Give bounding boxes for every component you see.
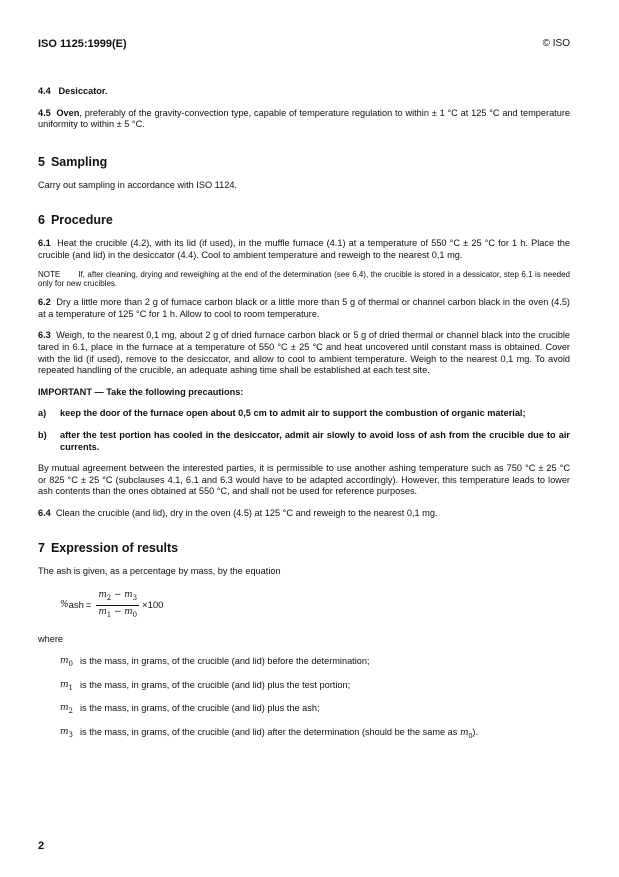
symbol-sub: 1 bbox=[106, 611, 112, 620]
symbol-m: m bbox=[98, 607, 107, 618]
variable-text: is the mass, in grams, of the crucible (and lid) plus the test portion; bbox=[80, 679, 351, 690]
equation-denominator bbox=[98, 606, 137, 621]
section-number: 6 bbox=[38, 213, 45, 228]
operator-minus: − bbox=[111, 590, 125, 601]
variable-symbol: $m_1$ bbox=[60, 679, 74, 692]
equation-lhs: ash bbox=[68, 600, 84, 612]
subclause-number: 6.4 bbox=[38, 507, 51, 518]
symbol-m: m bbox=[98, 590, 107, 601]
variable-definition bbox=[38, 727, 570, 742]
subclause-title: Desiccator. bbox=[58, 86, 108, 96]
equation-equals: = bbox=[85, 600, 92, 612]
subclause-6-2 bbox=[38, 297, 570, 320]
note-text: If, after cleaning, drying and reweighing at the end of the determination (see 6.4), the crucible is stored in a dessicator, step 6.1 is needed only for new crucibles. bbox=[38, 269, 570, 289]
section-6-heading bbox=[38, 213, 570, 228]
list-marker: b) bbox=[38, 429, 47, 440]
where-label: where bbox=[38, 633, 64, 644]
section-7-heading bbox=[38, 541, 570, 556]
list-item bbox=[38, 408, 570, 420]
header-doc-id: ISO 1125:1999(E) bbox=[38, 38, 127, 50]
variable-definition bbox=[38, 703, 570, 717]
operator-times: × bbox=[142, 600, 148, 612]
symbol-sub: 3 bbox=[132, 593, 138, 602]
section-title: Procedure bbox=[50, 213, 113, 228]
symbol-sub: 2 bbox=[106, 593, 112, 602]
symbol-sub: 0 bbox=[132, 611, 138, 620]
subclause-4-4 bbox=[38, 86, 570, 98]
important-heading: IMPORTANT — Take the following precautions: bbox=[38, 386, 244, 397]
list-item-text: keep the door of the furnace open about 0,5 cm to admit air to support the combustion of organic material; bbox=[60, 408, 526, 419]
agreement-paragraph: By mutual agreement between the interested parties, it is permissible to use another ashing temperature such as 750 °C ± 25 °C or 825 °C ± 25 °C (subclauses 4.1, 6.1 and 6.3 would have to be adapted accordingly). However, this temperature leads to lower ash contents than the ones obtained at 550 °C, and shall not be used for reference purposes. bbox=[38, 463, 570, 497]
section-title: Expression of results bbox=[50, 541, 179, 556]
subclause-number: 6.1 bbox=[38, 238, 51, 249]
subclause-number: 4.5 bbox=[38, 107, 51, 118]
subclause-text: , preferably of the gravity-convection type, capable of temperature regulation to within ± 1 °C at 125 °C and temperature uniformity to within ± 5 °C. bbox=[38, 107, 571, 130]
subclause-number: 6.3 bbox=[38, 330, 51, 341]
subclause-text: Dry a little more than 2 g of furnace carbon black or a little more than 5 g of thermal or channel carbon black in the oven (4.5) at a temperature of 125 °C for 1 h. Allow to cool to room temperature. bbox=[38, 297, 570, 319]
variable-symbol: $m_3$ bbox=[60, 726, 74, 739]
page-body bbox=[38, 86, 570, 742]
section-5-heading bbox=[38, 155, 570, 170]
subclause-text: Clean the crucible (and lid), dry in the oven (4.5) at 125 °C and reweigh to the nearest 0,1 mg. bbox=[55, 507, 438, 518]
subclause-4-5 bbox=[38, 108, 570, 131]
subclause-6-3 bbox=[38, 330, 570, 376]
variable-symbol: $m_2$ bbox=[60, 703, 74, 715]
list-item-text: after the test portion has cooled in the desiccator, admit air slowly to avoid loss of ash from the crucible due to air currents. bbox=[60, 429, 570, 452]
subclause-title: Oven bbox=[56, 107, 80, 118]
section-title: Sampling bbox=[50, 154, 108, 169]
subclause-6-4 bbox=[38, 508, 570, 520]
subclause-text: Weigh, to the nearest 0,1 mg, about 2 g of dried furnace carbon black or 5 g of dried thermal or channel black into the crucible tared in 6.1, place in the furnace at a temperature of 550 °C ± 25 °C and heat uncovered until constant mass is obtained. Cover with the lid (if used), remove to the desiccator, and allow to cool to ambient temperature. Weigh to the nearest 0,1 mg. To avoid repeated handling of the crucible, an adequate ashing time shall be established at each test site. bbox=[38, 330, 571, 376]
header-copyright: © ISO bbox=[542, 38, 570, 49]
ash-equation bbox=[60, 590, 570, 622]
list-marker: a) bbox=[38, 408, 47, 419]
section-number: 5 bbox=[38, 154, 45, 169]
equation-percent: % bbox=[60, 600, 69, 611]
section-number: 7 bbox=[38, 541, 45, 556]
equation-factor: 100 bbox=[147, 600, 164, 612]
symbol-m: m bbox=[124, 590, 133, 601]
subclause-text: Heat the crucible (4.2), with its lid (if used), in the muffle furnace (4.1) at a temperature of 550 °C ± 25 °C for 1 h. Place the crucible (and lid) in the desiccator (4.4). Cool to ambient temperature and reweigh to the nearest 0,1 mg. bbox=[38, 238, 570, 260]
variable-text: is the mass, in grams, of the crucible (and lid) plus the ash; bbox=[80, 703, 320, 714]
list-item bbox=[38, 430, 570, 453]
precaution-list bbox=[38, 408, 570, 453]
subclause-6-1 bbox=[38, 238, 570, 261]
section-5-text: Carry out sampling in accordance with ISO 1124. bbox=[38, 179, 237, 190]
subclause-number: 4.4 bbox=[38, 86, 51, 96]
variable-text: is the mass, in grams, of the crucible (and lid) after the determination (should be the same as $m_0$). bbox=[80, 726, 479, 740]
variable-definition bbox=[38, 656, 570, 670]
subclause-number: 6.2 bbox=[38, 297, 51, 308]
variable-text: is the mass, in grams, of the crucible (and lid) before the determination; bbox=[80, 656, 370, 667]
note-label: NOTE bbox=[38, 269, 61, 279]
page-number: 2 bbox=[38, 840, 45, 852]
note-6-1 bbox=[38, 270, 570, 290]
equation-numerator bbox=[96, 590, 139, 606]
section-7-intro: The ash is given, as a percentage by mass, by the equation bbox=[38, 566, 281, 577]
variable-symbol: $m_0$ bbox=[60, 656, 74, 669]
equation-fraction bbox=[96, 590, 139, 622]
variable-definition bbox=[38, 680, 570, 694]
operator-minus: − bbox=[111, 607, 125, 618]
symbol-m: m bbox=[124, 607, 133, 618]
